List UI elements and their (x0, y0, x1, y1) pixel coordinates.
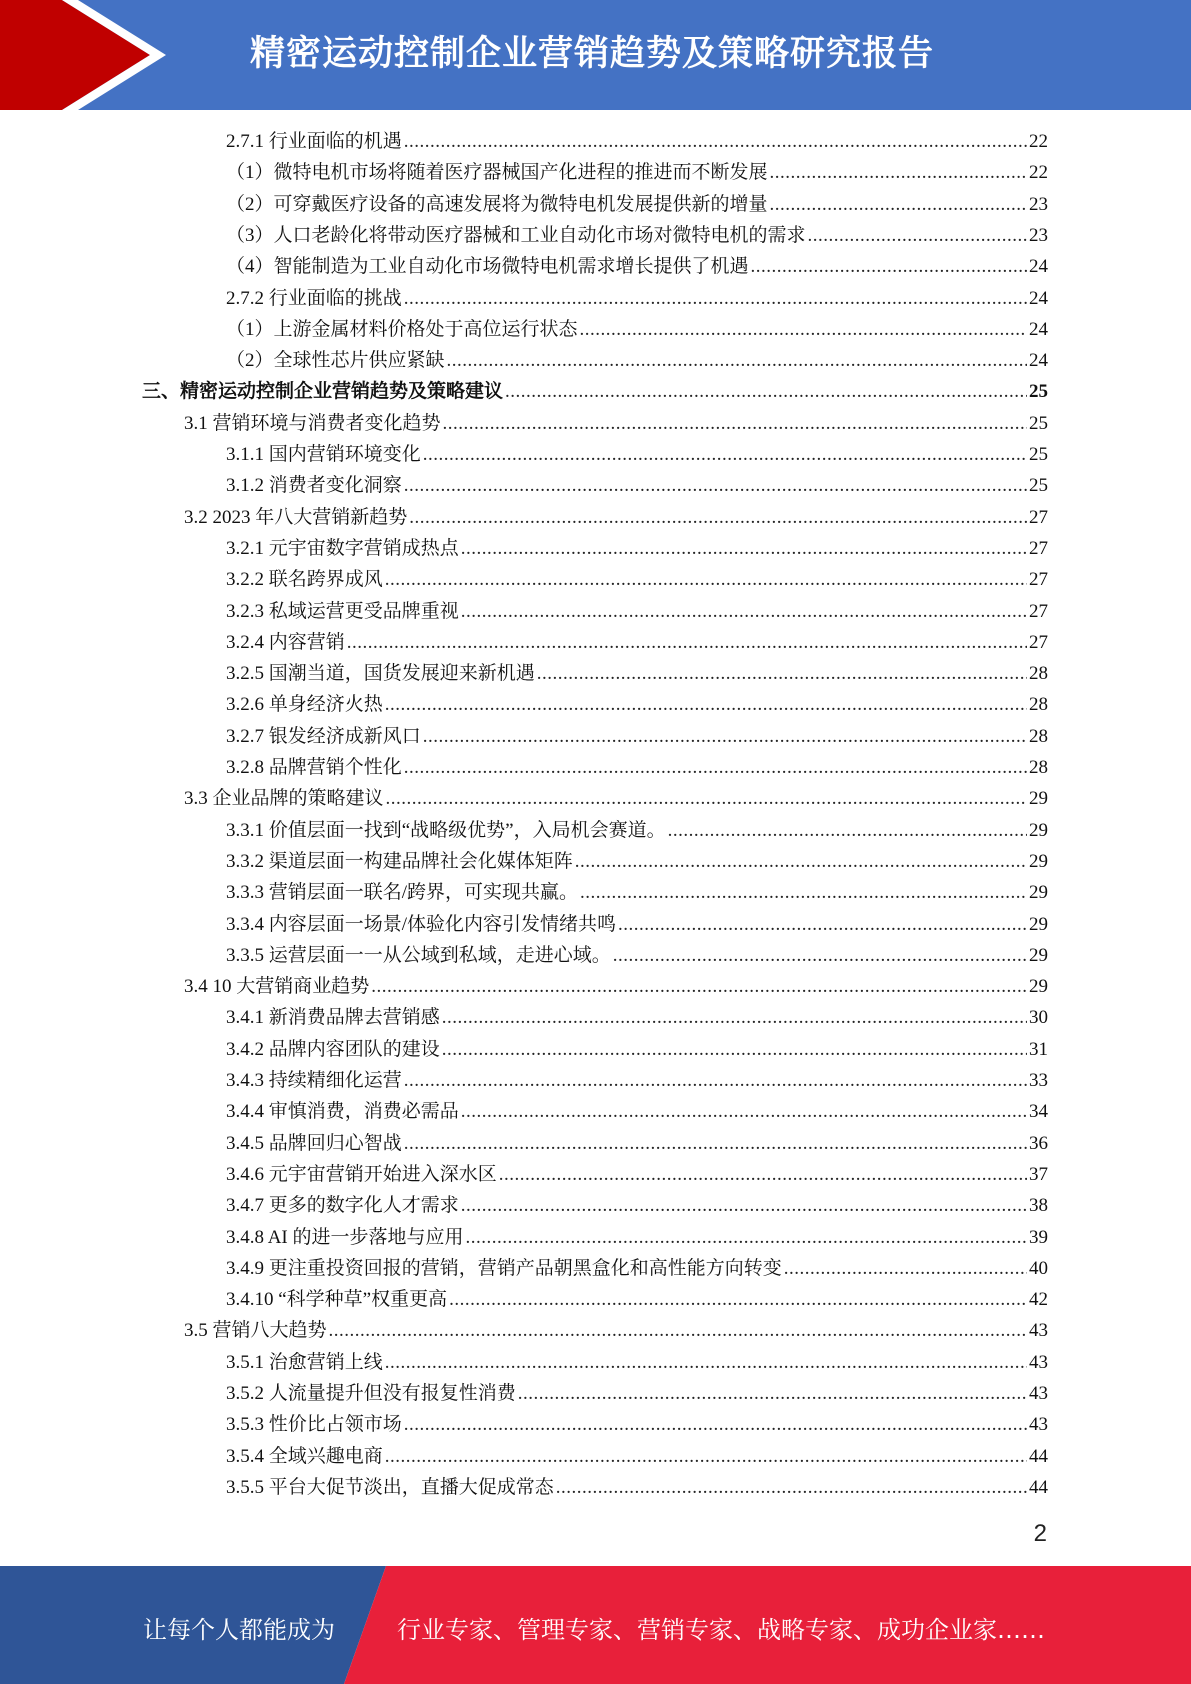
toc-entry-title: 3.2 2023 年八大营销新趋势 (184, 506, 408, 528)
toc-dot-leader (385, 569, 1027, 591)
toc-entry[interactable] (226, 752, 1048, 783)
toc-entry-title: （1）上游金属材料价格处于高位运行状态 (226, 318, 578, 340)
toc-entry-title: 3.3.3 营销层面一联名/跨界，可实现共赢。 (226, 882, 579, 904)
toc-entry-page: 29 (1029, 882, 1048, 904)
toc-dot-leader (575, 851, 1027, 873)
toc-entry-title: 3.4.5 品牌回归心智战 (226, 1132, 402, 1154)
toc-entry[interactable] (226, 1002, 1048, 1033)
toc-entry-page: 29 (1029, 944, 1048, 966)
toc-entry-title: 3.3 企业品牌的策略建议 (184, 788, 384, 810)
toc-entry-page: 40 (1029, 1257, 1048, 1279)
toc-dot-leader (580, 319, 1027, 341)
toc-entry-title: 3.1 营销环境与消费者变化趋势 (184, 412, 441, 434)
toc-entry-page: 24 (1029, 318, 1048, 340)
toc-entry[interactable] (184, 502, 1048, 533)
toc-dot-leader (808, 225, 1027, 247)
footer-slogan-right: 行业专家、管理专家、营销专家、战略专家、成功企业家…… (397, 1616, 1045, 1644)
toc-dot-leader (580, 882, 1027, 904)
toc-entry-page: 29 (1029, 819, 1048, 841)
toc-entry-title: 3.2.3 私域运营更受品牌重视 (226, 600, 459, 622)
toc-entry-title: 3.2.8 品牌营销个性化 (226, 757, 402, 778)
toc-entry[interactable] (226, 1096, 1048, 1127)
toc-entry-page: 29 (1029, 913, 1048, 935)
toc-entry-title: 3.4.3 持续精细化运营 (226, 1070, 402, 1091)
toc-entry[interactable] (226, 1347, 1048, 1378)
toc-entry-page: 37 (1029, 1163, 1048, 1185)
toc-entry-title: 3.4.4 审慎消费，消费必需品 (226, 1101, 459, 1123)
toc-entry-page: 28 (1029, 694, 1048, 716)
toc-entry[interactable] (184, 1315, 1048, 1346)
toc-dot-leader (447, 350, 1027, 372)
toc-entry-page: 27 (1029, 569, 1048, 591)
toc-entry-page: 30 (1029, 1007, 1048, 1029)
toc-dot-leader (329, 1320, 1027, 1342)
toc-entry[interactable] (226, 877, 1048, 908)
toc-dot-leader (371, 976, 1027, 998)
toc-entry[interactable] (226, 846, 1048, 877)
toc-entry-title: 3.2.7 银发经济成新风口 (226, 725, 421, 747)
toc-entry-title: （1）微特电机市场将随着医疗器械国产化进程的推进而不断发展 (226, 162, 768, 184)
page-number: 2 (1033, 1520, 1047, 1547)
toc-entry[interactable] (226, 251, 1048, 282)
toc-dot-leader (409, 507, 1027, 529)
toc-dot-leader (770, 162, 1027, 184)
toc-entry[interactable] (226, 1222, 1048, 1253)
toc-entry-page: 31 (1029, 1038, 1048, 1060)
toc-entry-title: 3.3.2 渠道层面一构建品牌社会化媒体矩阵 (226, 850, 573, 872)
toc-entry-page: 36 (1029, 1132, 1048, 1154)
toc-entry-title: 3.3.5 运营层面一一从公域到私域，走进心域。 (226, 944, 611, 966)
toc-entry[interactable] (226, 1190, 1048, 1221)
toc-dot-leader (518, 1383, 1027, 1405)
toc-dot-leader (461, 601, 1027, 623)
toc-entry-title: 3.5.2 人流量提升但没有报复性消费 (226, 1383, 516, 1404)
toc-entry[interactable] (226, 689, 1048, 720)
toc-entry-title: 3.3.4 内容层面一场景/体验化内容引发情绪共鸣 (226, 913, 617, 935)
toc-entry[interactable] (142, 376, 1048, 407)
toc-entry[interactable] (226, 627, 1048, 658)
toc-entry-page: 29 (1029, 976, 1048, 998)
toc-entry-title: （2）可穿戴医疗设备的高速发展将为微特电机发展提供新的增量 (226, 193, 768, 215)
toc-entry-title: 3.4 10 大营销商业趋势 (184, 976, 370, 998)
toc-entry[interactable] (226, 1065, 1048, 1096)
toc-entry[interactable] (226, 189, 1048, 220)
toc-entry[interactable] (226, 345, 1048, 376)
toc-entry-title: 3.2.6 单身经济火热 (226, 694, 383, 716)
footer-slogan-left: 让每个人都能成为 (143, 1616, 335, 1644)
toc-dot-leader (423, 726, 1027, 748)
toc-entry[interactable] (226, 1441, 1048, 1472)
toc-entry[interactable] (226, 157, 1048, 188)
toc-entry-title: 2.7.1 行业面临的机遇 (226, 131, 402, 152)
toc-entry[interactable] (226, 1159, 1048, 1190)
toc-entry-page: 25 (1029, 412, 1048, 434)
toc-entry[interactable] (226, 314, 1048, 345)
toc-dot-leader (423, 444, 1027, 466)
toc-dot-leader (385, 1446, 1027, 1468)
toc-entry[interactable] (226, 564, 1048, 595)
toc-entry-title: 3.4.6 元宇宙营销开始进入深水区 (226, 1163, 497, 1185)
toc-entry-title: 3.2.2 联名跨界成风 (226, 569, 383, 591)
toc-entry-page: 44 (1029, 1445, 1048, 1467)
toc-entry-page: 24 (1029, 287, 1048, 309)
toc-dot-leader (404, 1414, 1027, 1436)
toc-entry-title: 3.5 营销八大趋势 (184, 1320, 327, 1342)
toc-dot-leader (404, 1133, 1027, 1155)
toc-entry-page: 42 (1029, 1289, 1048, 1311)
toc-entry[interactable] (184, 783, 1048, 814)
toc-dot-leader (385, 694, 1027, 716)
toc-entry-title: 3.5.3 性价比占领市场 (226, 1414, 402, 1436)
toc-entry-page: 44 (1029, 1476, 1048, 1498)
toc-dot-leader (442, 1039, 1027, 1061)
toc-dot-leader (556, 1477, 1027, 1499)
toc-entry[interactable] (184, 971, 1048, 1002)
page-footer (0, 1566, 1191, 1684)
toc-entry-page: 24 (1029, 350, 1048, 372)
toc-entry[interactable] (226, 1409, 1048, 1440)
toc-entry-title: 3.5.5 平台大促节淡出，直播大促成常态 (226, 1476, 554, 1498)
toc-entry-page: 25 (1029, 381, 1048, 403)
toc-entry-title: 3.4.10 “科学种草”权重更高 (226, 1289, 448, 1311)
toc-entry-title: 3.2.5 国潮当道，国货发展迎来新机遇 (226, 663, 535, 685)
toc-dot-leader (442, 1007, 1027, 1029)
toc-dot-leader (770, 194, 1027, 216)
toc-entry-page: 43 (1029, 1383, 1048, 1404)
toc-entry-page: 25 (1029, 475, 1048, 497)
toc-entry-page: 38 (1029, 1195, 1048, 1217)
toc-entry[interactable] (226, 1284, 1048, 1315)
toc-entry-title: 3.4.1 新消费品牌去营销感 (226, 1007, 440, 1029)
toc-dot-leader (385, 1352, 1027, 1374)
toc-dot-leader (404, 1070, 1027, 1092)
toc-entry-page: 43 (1029, 1414, 1048, 1436)
toc-entry[interactable] (226, 470, 1048, 501)
toc-entry-page: 39 (1029, 1226, 1048, 1248)
toc-entry-page: 34 (1029, 1101, 1048, 1123)
toc-entry[interactable] (226, 940, 1048, 971)
toc-dot-leader (505, 381, 1027, 403)
toc-entry-page: 28 (1029, 725, 1048, 747)
toc-dot-leader (784, 1258, 1027, 1280)
toc-entry-title: （4）智能制造为工业自动化市场微特电机需求增长提供了机遇 (226, 256, 749, 278)
toc-entry[interactable] (226, 596, 1048, 627)
toc-entry[interactable] (226, 815, 1048, 846)
toc-dot-leader (404, 475, 1027, 497)
toc-entry[interactable] (184, 408, 1048, 439)
toc-entry[interactable] (226, 658, 1048, 689)
toc-entry-title: 三、精密运动控制企业营销趋势及策略建议 (142, 381, 504, 403)
toc-entry-title: 3.1.1 国内营销环境变化 (226, 444, 421, 465)
toc-entry[interactable] (226, 1253, 1048, 1284)
toc-entry-title: 3.4.8 AI 的进一步落地与应用 (226, 1226, 464, 1248)
toc-entry-title: 3.2.1 元宇宙数字营销成热点 (226, 537, 459, 559)
toc-entry[interactable] (226, 1378, 1048, 1409)
toc-entry-title: 2.7.2 行业面临的挑战 (226, 287, 402, 309)
toc-entry-page: 33 (1029, 1070, 1048, 1091)
toc-dot-leader (404, 757, 1027, 779)
toc-entry-page: 22 (1029, 162, 1048, 184)
toc-entry-page: 28 (1029, 663, 1048, 685)
toc-dot-leader (404, 288, 1027, 310)
toc-entry-title: 3.5.1 治愈营销上线 (226, 1351, 383, 1373)
toc-dot-leader (618, 914, 1027, 936)
toc-dot-leader (449, 1289, 1027, 1311)
toc-dot-leader (461, 538, 1027, 560)
toc-entry-title: 3.4.9 更注重投资回报的营销，营销产品朝黑盒化和高性能方向转变 (226, 1257, 782, 1279)
toc-entry-page: 24 (1029, 256, 1048, 278)
toc-entry[interactable] (226, 533, 1048, 564)
toc-entry-title: 3.4.7 更多的数字化人才需求 (226, 1195, 459, 1217)
toc-dot-leader (668, 820, 1027, 842)
toc-entry[interactable] (226, 721, 1048, 752)
toc-entry-page: 28 (1029, 757, 1048, 778)
toc-entry[interactable] (226, 220, 1048, 251)
toc-entry-page: 27 (1029, 631, 1048, 653)
toc-entry-title: 3.5.4 全域兴趣电商 (226, 1445, 383, 1467)
toc-dot-leader (404, 131, 1027, 153)
toc-entry-title: 3.1.2 消费者变化洞察 (226, 475, 402, 497)
toc-entry[interactable] (226, 126, 1048, 157)
toc-entry-page: 43 (1029, 1351, 1048, 1373)
toc-dot-leader (537, 663, 1027, 685)
toc-entry-title: （3）人口老龄化将带动医疗器械和工业自动化市场对微特电机的需求 (226, 224, 806, 246)
toc-dot-leader (461, 1101, 1027, 1123)
toc-dot-leader (751, 256, 1027, 278)
toc-dot-leader (613, 945, 1027, 967)
toc-dot-leader (386, 788, 1027, 810)
toc-entry-page: 23 (1029, 224, 1048, 246)
toc-entry-page: 29 (1029, 788, 1048, 810)
toc-entry-title: 3.4.2 品牌内容团队的建设 (226, 1038, 440, 1060)
toc-entry-page: 27 (1029, 537, 1048, 559)
toc-entry[interactable] (226, 1128, 1048, 1159)
toc-dot-leader (499, 1164, 1027, 1186)
toc-entry-title: （2）全球性芯片供应紧缺 (226, 350, 445, 372)
toc-entry-page: 23 (1029, 193, 1048, 215)
page-header (0, 0, 1191, 110)
toc-entry[interactable] (226, 1034, 1048, 1065)
toc-entry-page: 43 (1029, 1320, 1048, 1342)
toc-entry-title: 3.2.4 内容营销 (226, 631, 345, 653)
toc-dot-leader (443, 413, 1027, 435)
toc-entry-page: 22 (1029, 131, 1048, 152)
toc-dot-leader (461, 1195, 1027, 1217)
toc-entry-page: 27 (1029, 600, 1048, 622)
toc-entry-title: 3.3.1 价值层面一找到“战略级优势”，入局机会赛道。 (226, 819, 666, 841)
toc-entry-page: 25 (1029, 444, 1048, 465)
toc-entry-page: 29 (1029, 850, 1048, 872)
report-title: 精密运动控制企业营销趋势及策略研究报告 (250, 34, 935, 74)
toc-dot-leader (347, 632, 1027, 654)
toc-entry[interactable] (226, 283, 1048, 314)
toc-entry[interactable] (226, 439, 1048, 470)
toc-entry-page: 27 (1029, 506, 1048, 528)
toc-entry[interactable] (226, 909, 1048, 940)
toc-dot-leader (466, 1227, 1027, 1249)
toc-entry[interactable] (226, 1472, 1048, 1503)
